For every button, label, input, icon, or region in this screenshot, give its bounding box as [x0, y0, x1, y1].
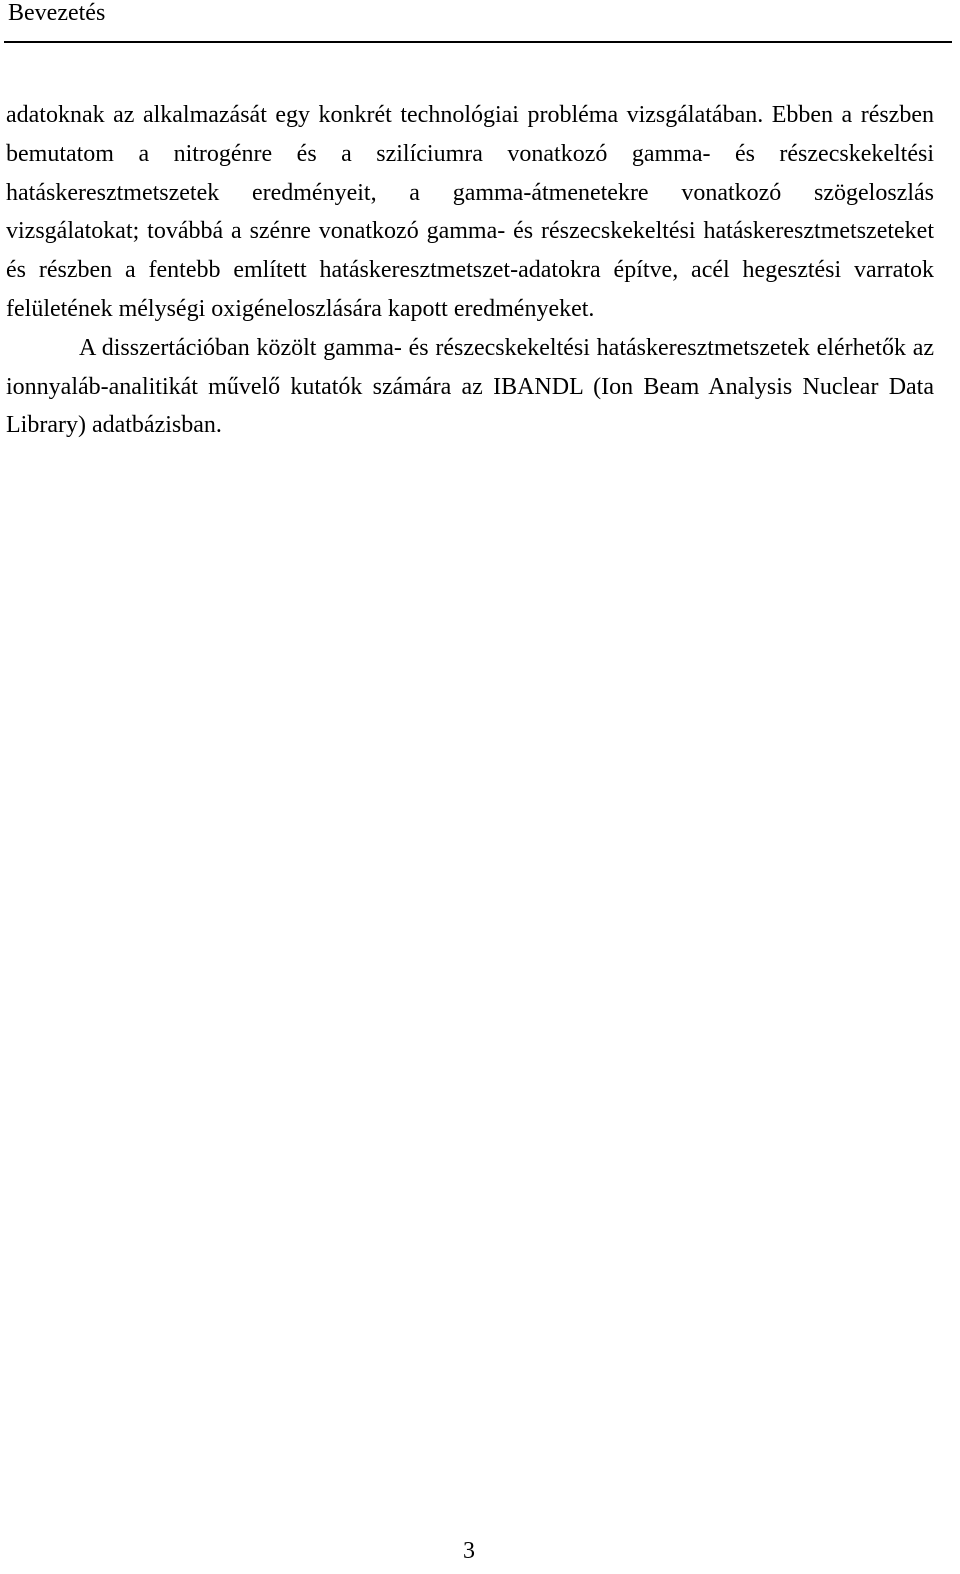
body-text	[6, 96, 934, 445]
header-divider	[4, 41, 952, 43]
paragraph-ibandl: A disszertációban közölt gamma- és részecskekeltési hatáskeresztmetszetek elérhetők az ionnyaláb-analitikát művelő kutatók számára az IBANDL (Ion Beam Analysis Nuclear Data Library) adatbázisban.	[6, 334, 934, 439]
paragraph-continuation: adatoknak az alkalmazását egy konkrét technológiai probléma vizsgálatában. Ebben a részben bemutatom a nitrogénre és a szilíciumra vonatkozó gamma- és részecskekeltési hatáskeresztmetszetek eredményeit, a gamma-átmenetekre vonatkozó szögeloszlás vizsgálatokat; továbbá a szénre vonatkozó gamma- és részecskekeltési hatáskeresztmetszeteket és részben a fentebb említett hatáskeresztmetszet-adatokra építve, acél hegesztési varratok felületének mélységi oxigéneloszlására kapott eredményeket.	[6, 102, 934, 322]
page-number: 3	[463, 1538, 475, 1564]
running-header: Bevezetés	[8, 0, 106, 26]
